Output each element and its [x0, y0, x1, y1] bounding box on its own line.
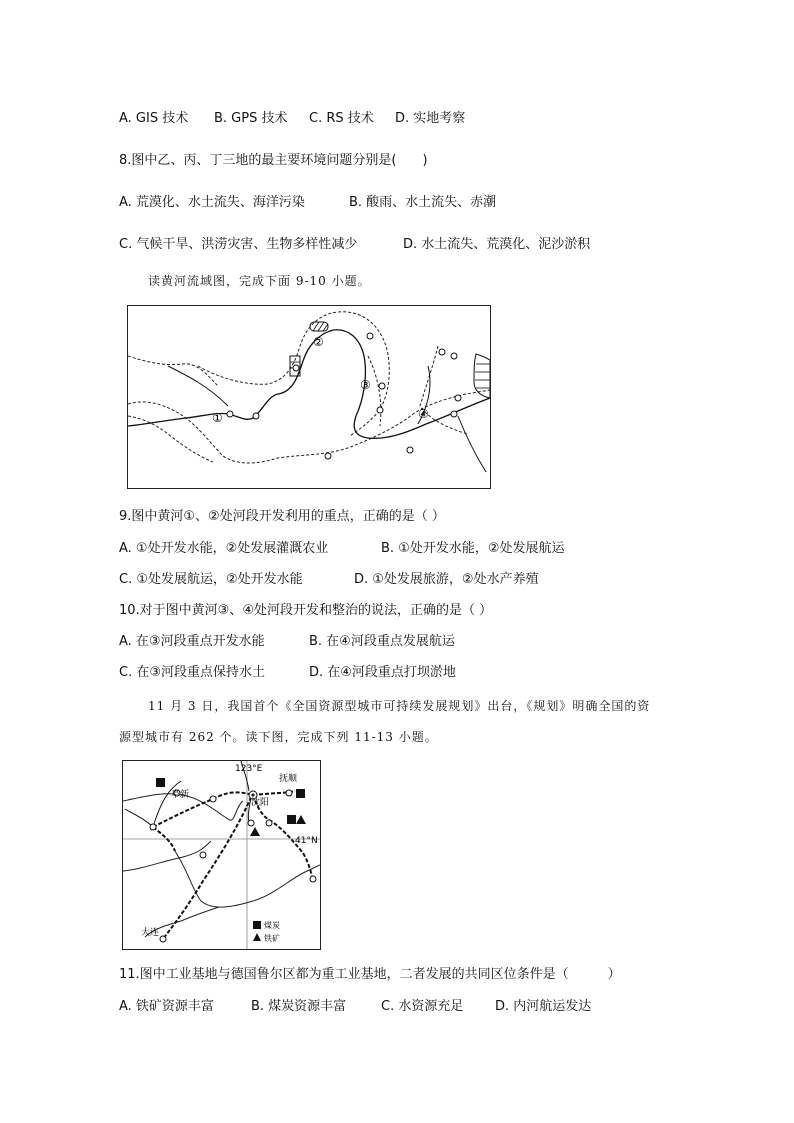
city-fushun: 抚顺 — [279, 774, 298, 784]
q9-options-row2 — [119, 571, 539, 589]
liaoning-map — [122, 760, 321, 950]
q9-option-b: B. ①处开发水能，②处发展航运 — [381, 541, 565, 556]
q11-option-d: D. 内河航运发达 — [495, 999, 592, 1014]
q8-option-d: D. 水土流失、荒漠化、泥沙淤积 — [403, 237, 591, 252]
yellow-river-map-svg — [128, 306, 490, 488]
liaoning-map-svg — [123, 761, 320, 949]
city-fuxin: 阜新 — [171, 790, 190, 800]
legend-iron-icon — [253, 933, 261, 941]
q9-option-d: D. ①处发展旅游，②处水产养殖 — [354, 572, 539, 587]
intro-11-13-line1: 11 月 3 日，我国首个《全国资源型城市可持续发展规划》出台，《规划》明确全国的资 — [148, 699, 651, 713]
q8-option-c: C. 气候干旱、洪涝灾害、生物多样性减少 — [119, 237, 358, 252]
q11-option-b: B. 煤炭资源丰富 — [251, 999, 347, 1014]
q7-option-b: B. GPS 技术 — [214, 111, 288, 126]
q10-option-c: C. 在③河段重点保持水土 — [119, 665, 265, 680]
q8-stem: 8.图中乙、丙、丁三地的最主要环境问题分别是( ) — [119, 153, 428, 168]
q10-option-a: A. 在③河段重点开发水能 — [119, 634, 265, 649]
map-label-3: ③ — [360, 378, 371, 392]
q10-options-row1 — [119, 633, 455, 651]
q9-options-row1 — [119, 540, 565, 558]
legend-coal: 煤炭 — [264, 921, 280, 930]
q9-option-a: A. ①处开发水能，②处发展灌溉农业 — [119, 541, 329, 556]
q7-options — [119, 110, 465, 128]
city-dalian: 大连 — [141, 928, 160, 938]
q7-option-a: A. GIS 技术 — [119, 111, 189, 126]
q11-options — [119, 998, 591, 1016]
q10-options-row2 — [119, 664, 456, 682]
map-label-2: ② — [313, 335, 324, 349]
q9-option-c: C. ①处发展航运，②处开发水能 — [119, 572, 303, 587]
yellow-river-map — [127, 305, 491, 489]
intro-11-13-line2: 源型城市有 262 个。读下图，完成下列 11-13 小题。 — [119, 730, 438, 744]
q7-option-d: D. 实地考察 — [395, 111, 466, 126]
legend-iron: 铁矿 — [264, 934, 280, 943]
q11-option-a: A. 铁矿资源丰富 — [119, 999, 214, 1014]
city-shenyang: 沈阳 — [251, 798, 270, 808]
longitude-label: 123°E — [235, 764, 263, 774]
latitude-label: 41°N — [295, 836, 318, 846]
q8-option-b: B. 酸雨、水土流失、赤潮 — [349, 195, 497, 210]
legend-coal-icon — [253, 921, 261, 929]
intro-9-10: 读黄河流域图，完成下面 9-10 小题。 — [148, 274, 371, 288]
q8-options-row1 — [119, 194, 496, 212]
q8-options-row2 — [119, 236, 590, 254]
q8-option-a: A. 荒漠化、水土流失、海洋污染 — [119, 195, 305, 210]
map-label-4: ④ — [418, 407, 429, 421]
q9-stem: 9.图中黄河①、②处河段开发利用的重点，正确的是（ ） — [119, 509, 445, 524]
map-label-1: ① — [212, 411, 223, 425]
q10-stem: 10.对于图中黄河③、④处河段开发和整治的说法，正确的是（ ） — [119, 603, 493, 618]
q11-stem: 11.图中工业基地与德国鲁尔区都为重工业基地，二者发展的共同区位条件是（ ） — [119, 967, 621, 982]
q10-option-b: B. 在④河段重点发展航运 — [309, 634, 455, 649]
q7-option-c: C. RS 技术 — [309, 111, 374, 126]
q10-option-d: D. 在④河段重点打坝淤地 — [309, 665, 456, 680]
q11-option-c: C. 水资源充足 — [381, 999, 464, 1014]
